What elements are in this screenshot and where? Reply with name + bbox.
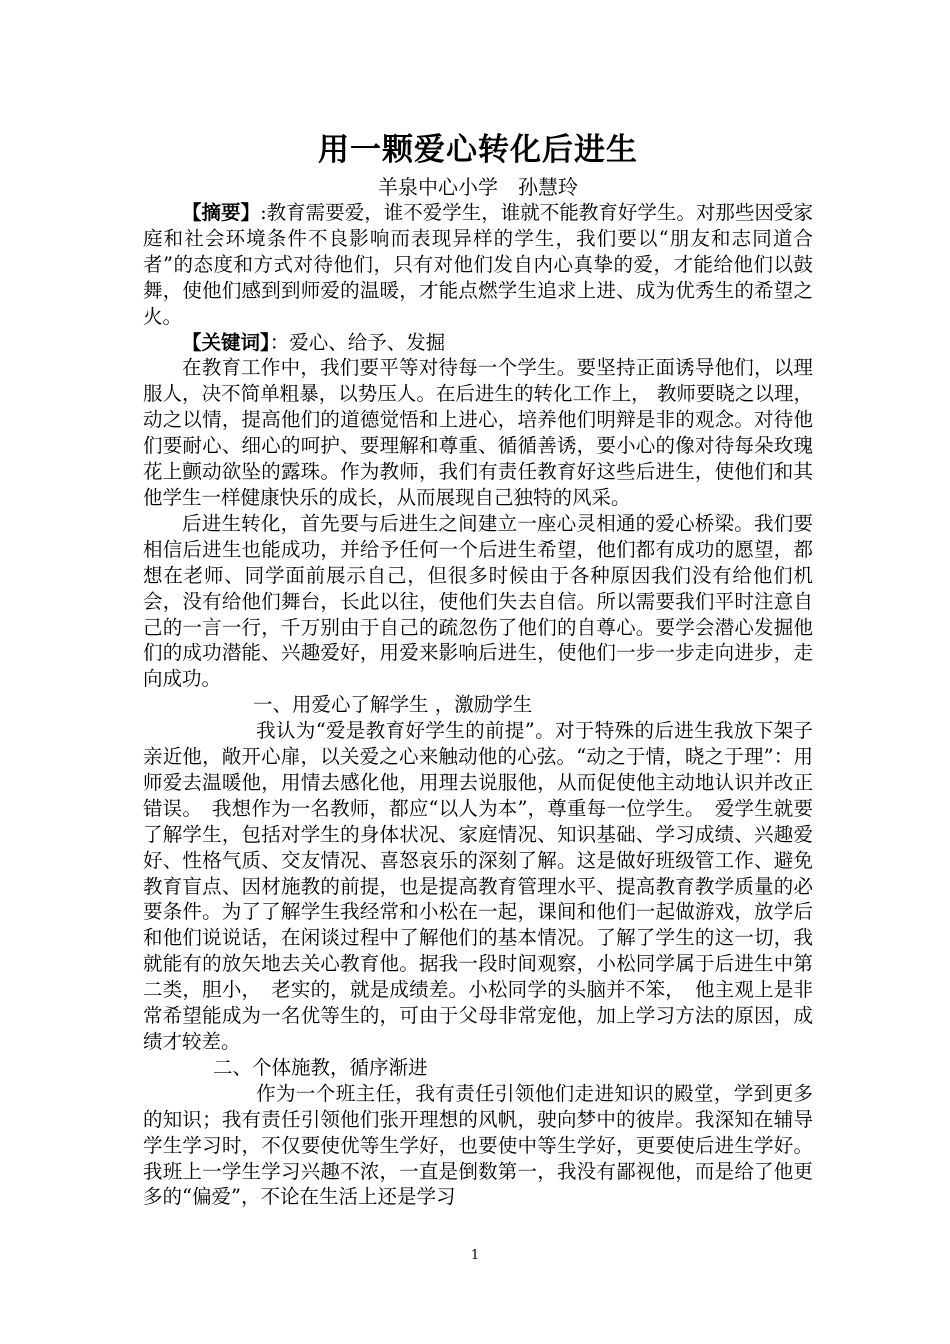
body-paragraph-4: 作为一个班主任，我有责任引领他们走进知识的殿堂，学到更多的知识；我有责任引领他们张开理想的风帆，驶向梦中的彼岸。我深知在辅导学生学习时，不仅要使优等生学好，也要使中等生学好，更要使后进生学好。我班上一学生学习兴趣不浓，一直是倒数第一，我没有鄙视他，而是给了他更多的“偏爱”，不论在生活上还是学习: [143, 1081, 813, 1209]
keywords-label: 【关键词】: [182, 330, 270, 354]
body-paragraph-3: 我认为“爱是教育好学生的前提”。对于特殊的后进生我放下架子亲近他，敞开心扉，以关爱之心来触动他的心弦。“动之于情，晓之于理”：用师爱去温暖他，用情去感化他，用理去说服他，从而促使他主动地认识并改正错误。 我想作为一名教师，都应“以人为本”，尊重每一位学生。 爱学生就要了解学生，包括对学生的身体状况、家庭情况、知识基础、学习成绩、兴趣爱好、性格气质、交友情况、喜怒哀乐的深刻了解。这是做好班级管工作、避免教育盲点、因材施教的前提，也是提高教育管理水平、提高教育教学质量的必要条件。为了了解学生我经常和小松在一起，课间和他们一起做游戏，放学后和他们说说话，在闲谈过程中了解他们的基本情况。了解了学生的这一切，我就能有的放矢地去关心教育他。据我一段时间观察，小松同学属于后进生中第二类，胆小， 老实的，就是成绩差。小松同学的头脑并不笨， 他主观上是非常希望能成为一名优等生的，可由于父母非常宠他，加上学习方法的原因，成绩才较差。: [143, 719, 813, 1053]
abstract-paragraph: [143, 200, 813, 330]
abstract-label: 【摘要】: [182, 201, 261, 224]
keywords-text: ：爱心、给予、发掘: [269, 330, 446, 354]
document-body: [143, 128, 813, 1210]
page-number: 1: [470, 1248, 480, 1263]
section-heading-1: 一、用爱心了解学生 ，激励学生: [253, 693, 533, 717]
document-title: 用一颗爱心转化后进生: [318, 132, 638, 168]
abstract-text: :教育需要爱，谁不爱学生，谁就不能教育好学生。对那些因受家庭和社会环境条件不良影响而表现异样的学生，我们要以“朋友和志同道合者”的态度和方式对待他们，只有对他们发自内心真挚的爱，才能给他们以鼓舞，使他们感到到师爱的温暖，才能点燃学生追求上进、成为优秀生的希望之火。: [143, 201, 813, 328]
body-paragraph-2: 后进生转化，首先要与后进生之间建立一座心灵相通的爱心桥梁。我们要相信后进生也能成功，并给予任何一个后进生希望，他们都有成功的愿望，都想在老师、同学面前展示自己，但很多时候由于各种原因我们没有给他们机会，没有给他们舞台，长此以往，使他们失去自信。所以需要我们平时注意自己的一言一行，千万别由于自己的疏忽伤了他们的自尊心。要学会潜心发掘他们的成功潜能、兴趣爱好，用爱来影响后进生，使他们一步一步走向进步，走向成功。: [143, 511, 813, 691]
body-paragraph-1: 在教育工作中，我们要平等对待每一个学生。要坚持正面诱导他们，以理服人，决不简单粗暴，以势压人。在后进生的转化工作上， 教师要晓之以理，动之以情，提高他们的道德觉悟和上进心，培养他们明辩是非的观念。对待他们要耐心、细心的呵护、要理解和尊重、循循善诱，要小心的像对待每朵玫瑰花上颤动欲坠的露珠。作为教师，我们有责任教育好这些后进生，使他们和其他学生一样健康快乐的成长，从而展现自己独特的风采。: [143, 356, 813, 509]
section-heading-2: 二、个体施教，循序渐进: [213, 1055, 428, 1079]
keywords-paragraph: [143, 330, 813, 356]
author-byline: 羊泉中心小学 孙慧玲: [378, 175, 578, 199]
